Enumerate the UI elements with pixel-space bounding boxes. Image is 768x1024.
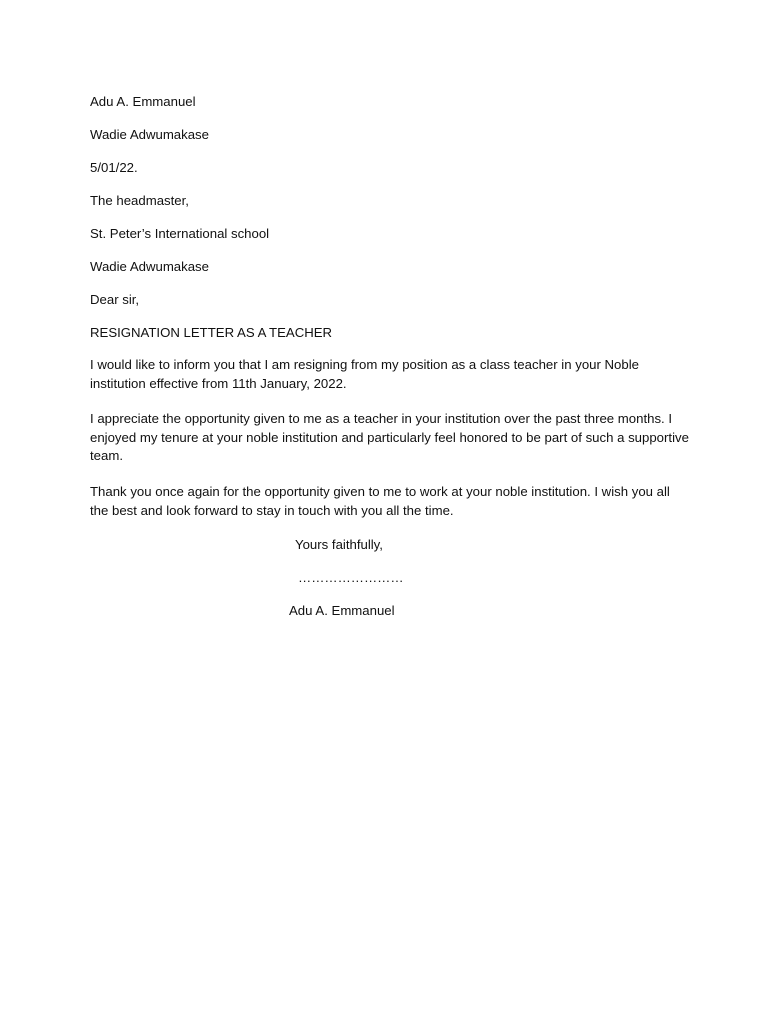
recipient-title: The headmaster,	[90, 193, 189, 208]
body-paragraph-2	[90, 410, 689, 466]
paragraph-line: I would like to inform you that I am resigning from my position as a class teacher in your Noble	[90, 357, 639, 372]
signatory-name: Adu A. Emmanuel	[289, 603, 395, 618]
paragraph-line: Thank you once again for the opportunity given to me to work at your noble institution. I wish you all	[90, 484, 670, 499]
salutation: Dear sir,	[90, 292, 140, 307]
valediction: Yours faithfully,	[295, 537, 383, 552]
sender-name: Adu A. Emmanuel	[90, 94, 196, 109]
letter-date: 5/01/22.	[90, 160, 138, 175]
paragraph-line: I appreciate the opportunity given to me as a teacher in your institution over the past three months. I	[90, 411, 673, 426]
signature-line: ……………………	[298, 570, 404, 585]
letter-subject: RESIGNATION LETTER AS A TEACHER	[90, 325, 333, 340]
sender-location: Wadie Adwumakase	[90, 127, 209, 142]
paragraph-line: the best and look forward to stay in touch with you all the time.	[90, 502, 454, 518]
paragraph-line: team.	[90, 448, 123, 463]
paragraph-line: institution effective from 11th January, 2022.	[90, 375, 347, 391]
body-paragraph-1	[90, 356, 680, 393]
paragraph-line: enjoyed my tenure at your noble institution and particularly feel honored to be part of such a supportive	[90, 429, 689, 445]
recipient-school: St. Peter’s International school	[90, 226, 270, 241]
recipient-location: Wadie Adwumakase	[90, 259, 209, 274]
body-paragraph-3	[90, 483, 680, 520]
